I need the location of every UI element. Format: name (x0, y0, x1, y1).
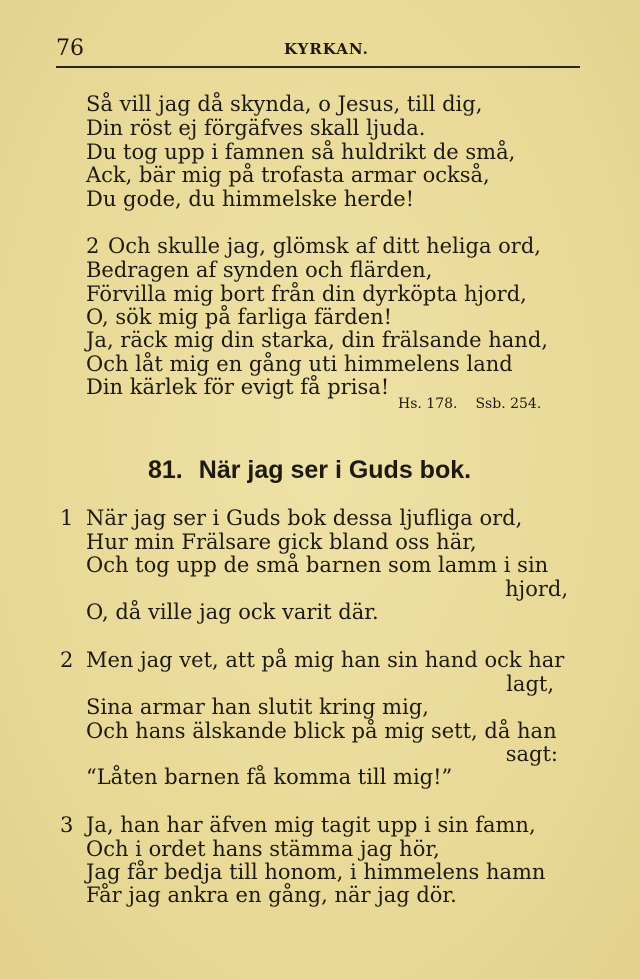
hymn-number: 81. (148, 456, 183, 484)
stanza-line: Jag får bedja till honom, i himmelens hamn (86, 860, 546, 884)
stanza-line: Och hans älskande blick på mig sett, då han (86, 719, 557, 743)
tune-reference: Hs. 178. (398, 396, 458, 412)
prev-stanza1-line: Du gode, du himmelske herde! (86, 187, 415, 211)
page-header (56, 36, 580, 66)
prev-stanza1-line: Ack, bär mig på trofasta armar också, (86, 163, 490, 187)
stanza-line: Men jag vet, att på mig han sin hand ock har (86, 648, 565, 672)
stanza-number: 3 (60, 813, 74, 837)
prev-stanza2-line: O, sök mig på farliga färden! (86, 305, 393, 329)
prev-stanza1-line: Du tog upp i famnen så huldrikt de små, (86, 140, 516, 164)
stanza-line: Och i ordet hans stämma jag hör, (86, 837, 440, 861)
stanza-line: Och tog upp de små barnen som lamm i sin (86, 553, 549, 577)
tune-references (398, 396, 541, 412)
stanza-number: 2 (60, 648, 74, 672)
hymn-title-text: När jag ser i Guds bok. (198, 456, 472, 484)
prev-stanza2-line: Ja, räck mig din starka, din frälsande hand, (86, 328, 548, 352)
stanza-line-runover: sagt: (505, 742, 558, 766)
stanza-line: O, då ville jag ock varit där. (86, 600, 379, 624)
prev-stanza2-number: 2 (86, 234, 100, 258)
header-rule (56, 66, 580, 68)
prev-stanza2-line: Och skulle jag, glömsk af ditt heliga ord, (108, 234, 541, 258)
stanza-line: “Låten barnen få komma till mig!” (86, 765, 453, 789)
running-head: KYRKAN. (284, 40, 369, 58)
stanza-line-runover: hjord, (505, 577, 568, 601)
prev-stanza2-line: Bedragen af synden och flärden, (86, 258, 433, 282)
stanza-number: 1 (60, 506, 74, 530)
stanza-line: Sina armar han slutit kring mig, (86, 695, 429, 719)
hymn-title (148, 456, 471, 485)
stanza-line-runover: lagt, (506, 672, 554, 696)
stanza-line: Hur min Frälsare gick bland oss här, (86, 530, 477, 554)
stanza-line: När jag ser i Guds bok dessa ljufliga ord, (86, 506, 523, 530)
prev-stanza2-line: Din kärlek för evigt få prisa! (86, 375, 390, 399)
prev-stanza1-line: Din röst ej förgäfves skall ljuda. (86, 116, 426, 140)
page-number: 76 (56, 36, 84, 61)
prev-stanza2-line: Och låt mig en gång uti himmelens land (86, 352, 513, 376)
tune-reference: Ssb. 254. (475, 396, 542, 412)
stanza-line: Ja, han har äfven mig tagit upp i sin famn, (86, 813, 536, 837)
prev-stanza1-line: Så vill jag då skynda, o Jesus, till dig, (86, 92, 483, 116)
prev-stanza2-line: Förvilla mig bort från din dyrköpta hjord, (86, 282, 527, 306)
stanza-line: Får jag ankra en gång, när jag dör. (86, 883, 457, 907)
